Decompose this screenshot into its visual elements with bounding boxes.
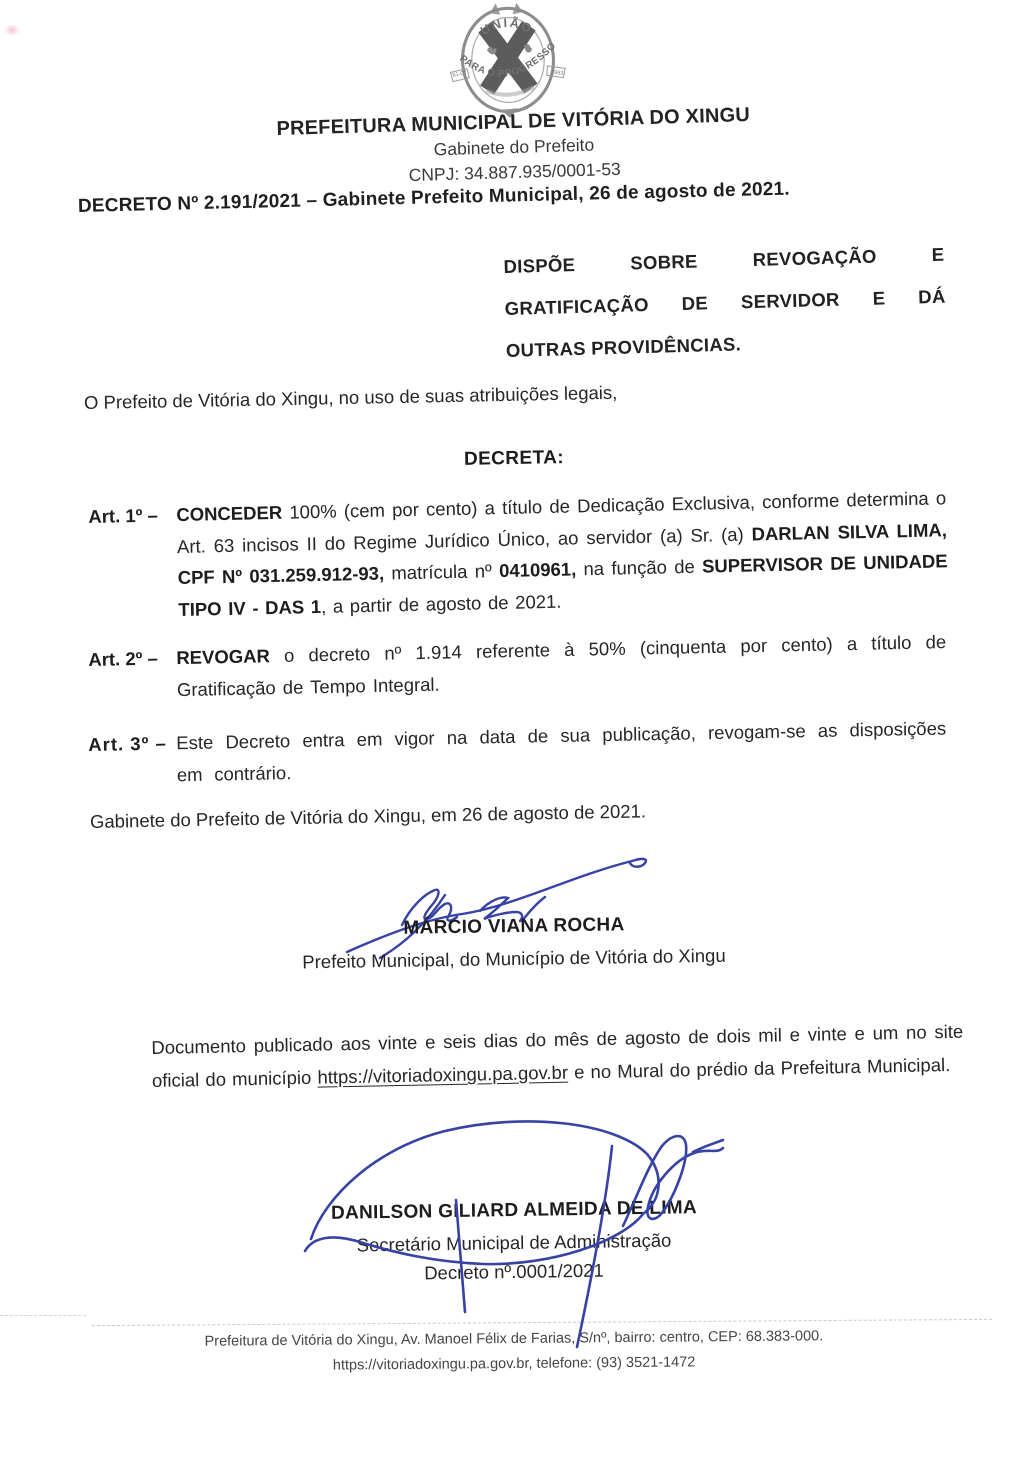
article-text-segment: 100% (cem por cento) a título de Dedicação Exclusiva, conforme determina o Art. 63 incisos II do Regime Jurídico Único, ao servidor (a) Sr. (a): [176, 487, 947, 557]
article-3: [88, 713, 947, 792]
article-bold-segment: 0410961,: [498, 558, 577, 582]
footer-divider-fragment: [0, 1315, 86, 1316]
article-text-segment: matrícula nº: [383, 560, 500, 584]
footer-address: Prefeitura de Vitória do Xingu, Av. Manoel Félix de Farias, S/nº, bairro: centro, CEP: 68.383-000.: [204, 1328, 824, 1350]
article-text-segment: na função de: [575, 555, 703, 580]
coat-of-arms-icon: [444, 0, 572, 120]
header-subtitle: Gabinete do Prefeito: [433, 134, 595, 160]
crest-motto-top: UNIÃO: [477, 15, 536, 39]
article-label: Art. 3º –: [88, 732, 167, 755]
publication-paragraph: [151, 1015, 964, 1097]
decreta-label: DECRETA:: [463, 447, 565, 470]
article-bold-segment: REVOGAR: [176, 645, 271, 669]
epigraph-line: DISPÕE SOBRE REVOGAÇÃO E: [503, 243, 945, 277]
epigraph: [503, 234, 947, 372]
crest-motto-band: PARA O PROGRESSO: [457, 40, 559, 80]
publication-text: e no Mural do prédio da Prefeitura Municipal.: [567, 1053, 951, 1083]
mayor-role: Prefeito Municipal, do Município de Vitória do Xingu: [302, 944, 726, 973]
decree-heading: DECRETO Nº 2.191/2021 – Gabinete Prefeito Municipal, 26 de agosto de 2021.: [77, 178, 791, 217]
header-cnpj: CNPJ: 34.887.935/0001-53: [408, 158, 622, 186]
article-2: [88, 626, 947, 707]
scan-smudge: [4, 24, 20, 36]
article-label: Art. 1º –: [88, 504, 159, 527]
secretary-role: Secretário Municipal de Administração: [356, 1229, 672, 1256]
crest-ribbon-left: 61-07: [452, 70, 468, 79]
secretary-name: DANILSON GILIARD ALMEIDA DE LIMA: [330, 1197, 698, 1224]
page-footer: [0, 1323, 1028, 1382]
footer-contact: https://vitoriadoxingu.pa.gov.br, telefone: (93) 3521-1472: [332, 1354, 696, 1374]
publication-link[interactable]: https://vitoriadoxingu.pa.gov.br: [317, 1061, 569, 1088]
secretary-decree-ref: Decreto nº.0001/2021: [424, 1259, 604, 1284]
article-text-segment: , a partir de agosto de 2021.: [320, 590, 562, 617]
epigraph-line: OUTRAS PROVIDÊNCIAS.: [505, 333, 742, 361]
header-title: PREFEITURA MUNICIPAL DE VITÓRIA DO XINGU: [276, 103, 751, 141]
article-bold-segment: DARLAN SILVA LIMA, CPF Nº 031.259.912-93,: [177, 518, 948, 589]
closing-line: Gabinete do Prefeito de Vitória do Xingu, em 26 de agosto de 2021.: [89, 800, 647, 832]
article-bold-segment: SUPERVISOR DE UNIDADE TIPO IV - DAS 1: [178, 550, 948, 620]
crest-ribbon-right: 1993: [550, 69, 564, 78]
svg-text:UNIÃO: [478, 14, 536, 39]
article-label: Art. 2º –: [88, 647, 159, 670]
article-body: [176, 482, 949, 625]
epigraph-line: GRATIFICAÇÃO DE SERVIDOR E DÁ: [504, 285, 946, 319]
article-text-segment: o decreto nº 1.914 referente à 50% (cinquenta por cento) a título de Gratificação de Tempo Integral.: [176, 631, 947, 700]
mayor-name: MÁRCIO VIANA ROCHA: [403, 914, 625, 939]
publication-text: Documento publicado aos vinte e seis dias do mês de agosto de dois mil e vinte e um no site oficial do município: [151, 1020, 964, 1091]
article-body: [176, 713, 947, 791]
article-body: [176, 626, 947, 705]
article-bold-segment: CONCEDER: [176, 501, 283, 526]
article-text-segment: Este Decreto entra em vigor na data de sua publicação, revogam-se as disposições em contrário.: [176, 717, 947, 785]
preamble: O Prefeito de Vitória do Xingu, no uso de suas atribuições legais,: [83, 381, 618, 413]
article-1: [88, 482, 949, 627]
